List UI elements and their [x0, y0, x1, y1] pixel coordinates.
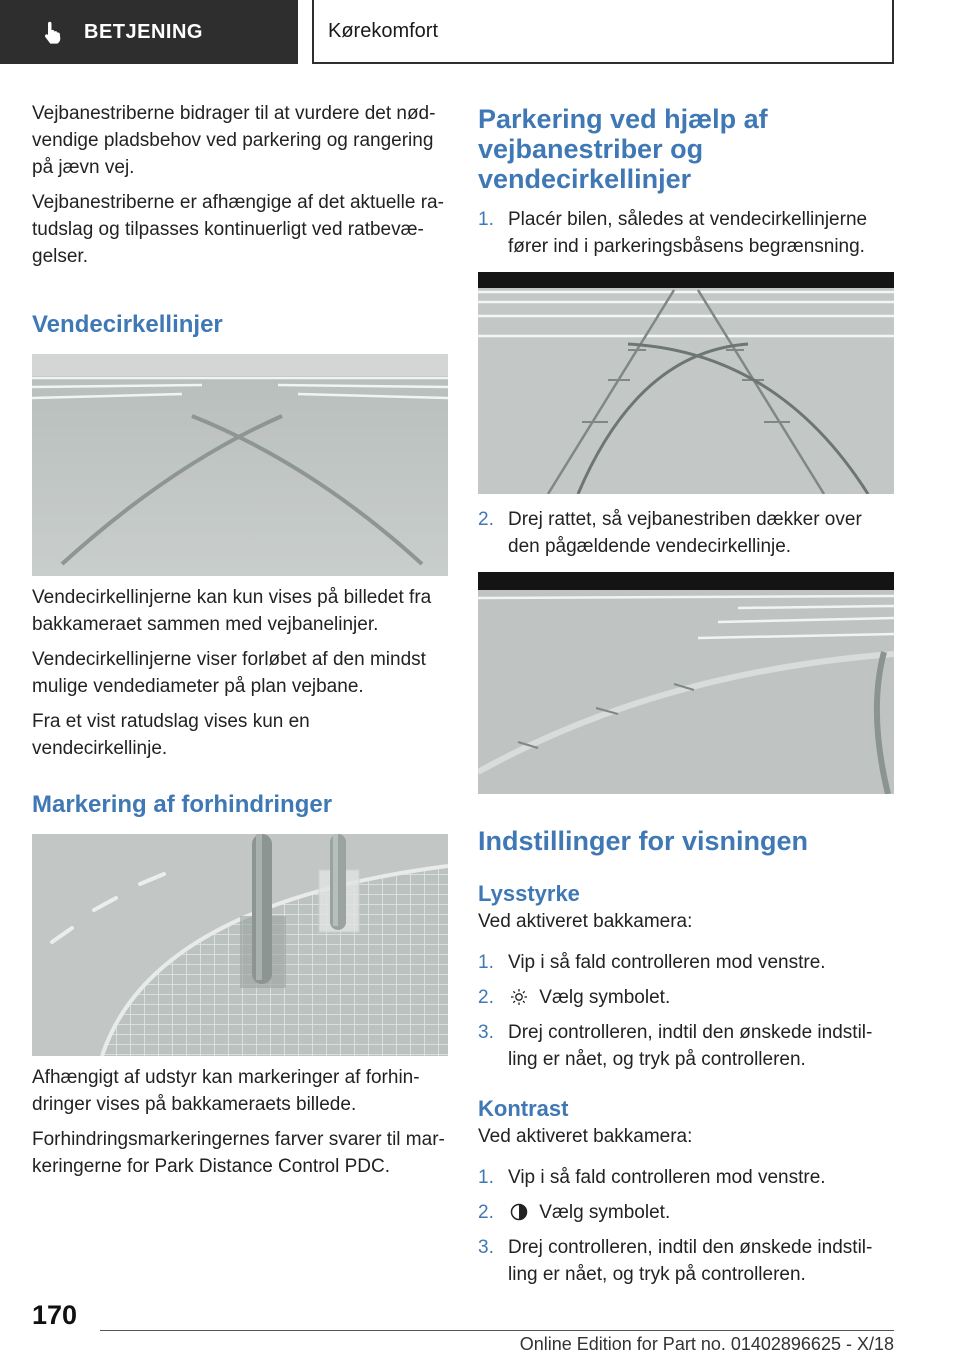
page-number: 170 — [32, 1300, 78, 1330]
hand-pointer-icon — [40, 19, 66, 45]
chapter-tab — [312, 0, 894, 64]
brightness-sun-icon — [510, 988, 528, 1006]
brightness-steps — [478, 949, 894, 1073]
contrast-step-3 — [478, 1234, 894, 1288]
brightness-step-2 — [478, 984, 894, 1011]
obstacle-paragraph-1: Afhængigt af udstyr kan markeringer af forhindringer vises på bakkameraets billede. — [32, 1067, 420, 1115]
parking-step-2 — [478, 506, 894, 560]
section-tab — [0, 0, 298, 64]
heading-contrast: Kontrast — [478, 1096, 569, 1121]
turning-paragraph-3: Fra et vist ratudslag vises kun en vendecirkellinje. — [32, 711, 310, 759]
parking-step-1-figure — [478, 272, 894, 494]
footer-edition: Online Edition for Part no. 01402896625 - X/18 — [519, 1334, 894, 1354]
heading-display-settings: Indstillinger for visningen — [478, 826, 809, 856]
obstacle-paragraph-2: Forhindringsmarkeringernes farver svarer til markeringerne for Park Distance Control PDC. — [32, 1129, 445, 1177]
footer-divider — [100, 1330, 894, 1331]
intro-paragraph-1: Vejbanestriberne bidrager til at vurdere det nødvendige pladsbehov ved parkering og rangering på jævn vej. — [32, 103, 436, 178]
step-text: Vip i så fald controlleren mod venstre. — [508, 1167, 826, 1188]
step-text: Drej rattet, så vejbanestriben dækker over den pågældende vendecirkellinje. — [508, 509, 862, 557]
step-text: Vælg symbolet. — [539, 1202, 671, 1223]
intro-paragraph-2: Vejbanestriberne er afhængige af det aktuelle ratudslag og tilpasses kontinuerligt ved ratbevægelser. — [32, 192, 444, 267]
contrast-half-circle-icon — [510, 1203, 528, 1221]
step-number: 2. — [478, 509, 494, 530]
step-text: Vælg symbolet. — [539, 987, 671, 1008]
parking-step-1 — [478, 206, 894, 260]
step-number: 3. — [478, 1022, 494, 1043]
step-number: 2. — [478, 1202, 494, 1223]
left-column — [32, 100, 448, 1188]
contrast-steps — [478, 1164, 894, 1288]
parking-steps-b — [478, 506, 894, 560]
step-number: 3. — [478, 1237, 494, 1258]
parking-steps-a — [478, 206, 894, 260]
brightness-intro: Ved aktiveret bakkamera: — [478, 911, 693, 932]
contrast-step-1 — [478, 1164, 894, 1191]
step-number: 2. — [478, 987, 494, 1008]
step-text: Placér bilen, således at vendecirkellinjerne fører ind i parkeringsbåsens begrænsning. — [508, 209, 868, 257]
parking-step-2-figure — [478, 572, 894, 794]
turning-paragraph-1: Vendecirkellinjerne kan kun vises på billedet fra bakkameraet sammen med vejbanelinjer. — [32, 587, 432, 635]
brightness-step-3 — [478, 1019, 894, 1073]
brightness-step-1 — [478, 949, 894, 976]
step-text: Drej controlleren, indtil den ønskede indstilling er nået, og tryk på controlleren. — [508, 1237, 873, 1285]
obstacle-markings-figure — [32, 834, 448, 1056]
heading-parking: Parkering ved hjælp af vejbanestriber og vendecirkellinjer — [478, 104, 768, 194]
turning-paragraph-2: Vendecirkellinjerne viser forløbet af den mindst mulige vendediameter på plan vejbane. — [32, 649, 426, 697]
heading-brightness: Lysstyrke — [478, 881, 580, 906]
contrast-step-2 — [478, 1199, 894, 1226]
step-text: Vip i så fald controlleren mod venstre. — [508, 952, 826, 973]
step-number: 1. — [478, 209, 494, 230]
right-column — [478, 104, 894, 1296]
turning-lines-figure — [32, 354, 448, 576]
heading-turning-lines: Vendecirkellinjer — [32, 311, 223, 338]
section-title: BETJENING — [84, 20, 203, 43]
chapter-title: Kørekomfort — [328, 19, 439, 42]
heading-obstacle-markings: Markering af forhindringer — [32, 791, 333, 818]
step-number: 1. — [478, 1167, 494, 1188]
step-text: Drej controlleren, indtil den ønskede indstilling er nået, og tryk på controlleren. — [508, 1022, 873, 1070]
contrast-intro: Ved aktiveret bakkamera: — [478, 1126, 693, 1147]
step-number: 1. — [478, 952, 494, 973]
